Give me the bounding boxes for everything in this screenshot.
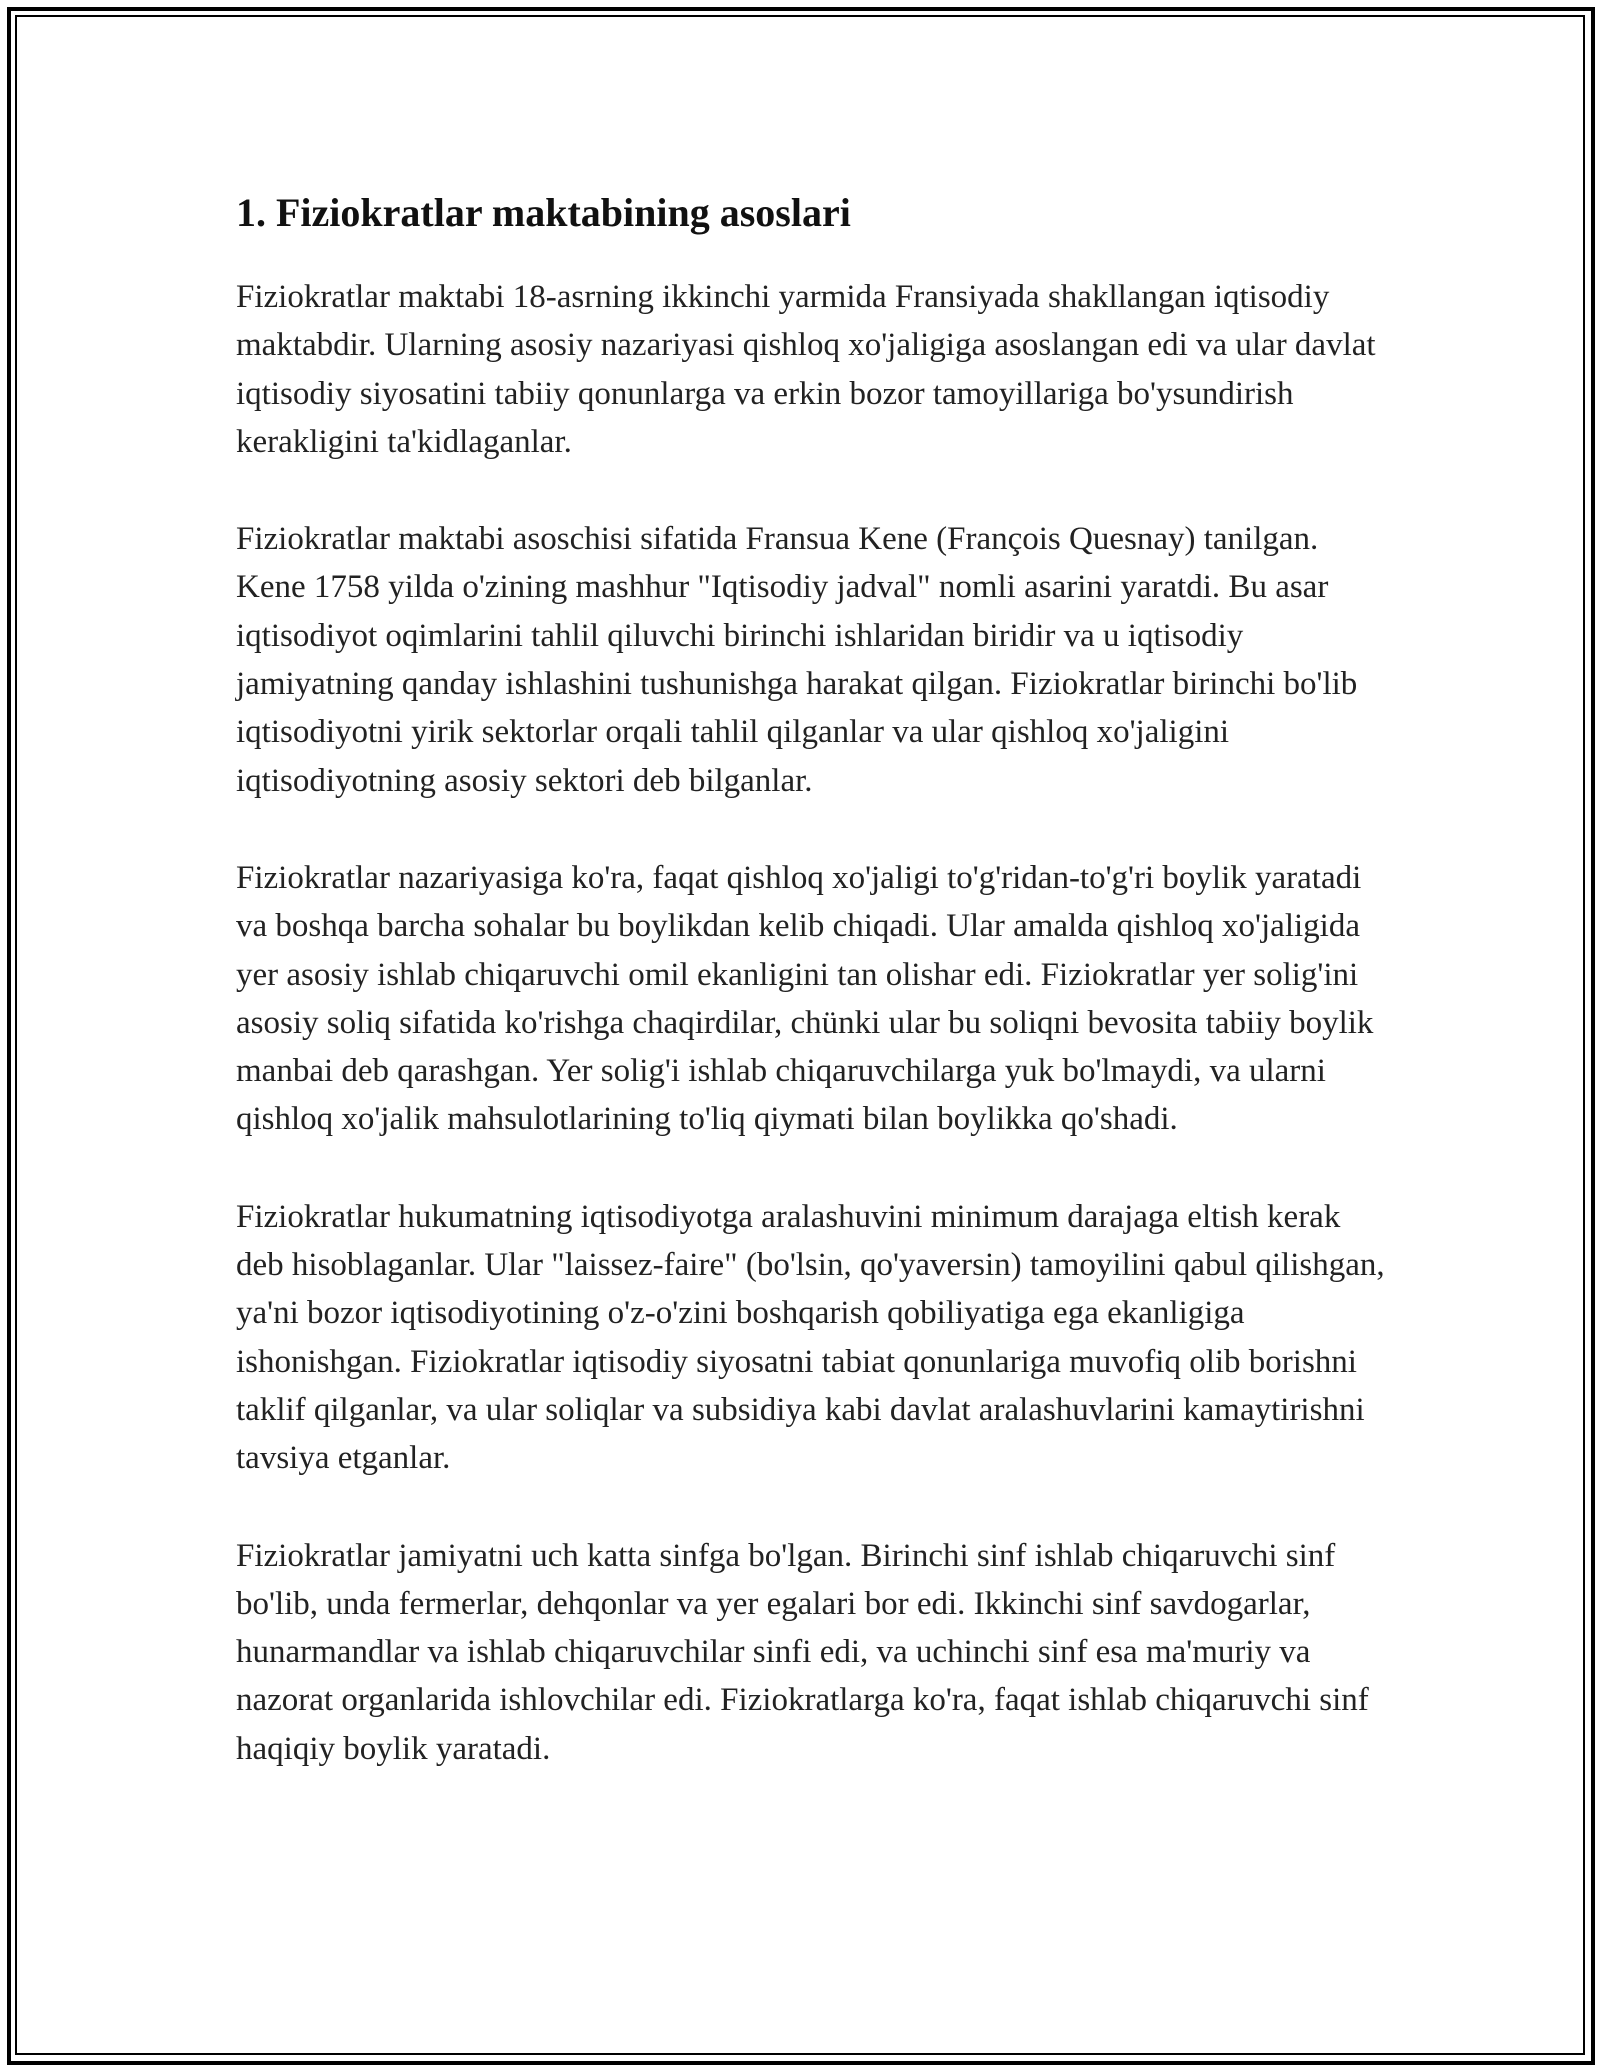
paragraph-classes: Fiziokratlar jamiyatni uch katta sinfga bo'lgan. Birinchi sinf ishlab chiqaruvchi sinf bo'lib, unda fermerlar, dehqonlar va yer egalari bor edi. Ikkinchi sinf savdogarlar, hunarmandlar va ishlab chiqaruvchilar sinfi edi, va uchinchi sinf esa ma'muriy va nazorat organlarida ishlovchilar edi. Fiziokratlarga ko'ra, faqat ishlab chiqaruvchi sinf haqiqiy boylik yaratadi.	[236, 1537, 1369, 1767]
paragraph-laissez-faire: Fiziokratlar hukumatning iqtisodiyotga aralashuvini minimum darajaga eltish kerak deb hisoblaganlar. Ular "laissez-faire" (bo'lsin, qo'yaversin) tamoyilini qabul qilishgan, ya'ni bozor iqtisodiyotining o'z-o'zini boshqarish qobiliyatiga ega ekanligiga ishonishgan. Fiziokratlar iqtisodiy siyosatni tabiat qonunlariga muvofiq olib borishni taklif qilganlar, va ular soliqlar va subsidiya kabi davlat aralashuvlarini kamaytirishni tavsiya etganlar.	[236, 1198, 1385, 1477]
document-body	[236, 182, 1396, 1822]
paragraph-founder: Fiziokratlar maktabi asoschisi sifatida Fransua Kene (François Quesnay) tanilgan. Kene 1758 yilda o'zining mashhur "Iqtisodiy jadval" nomli asarini yaratdi. Bu asar iqtisodiyot oqimlarini tahlil qiluvchi birinchi ishlaridan biridir va u iqtisodiy jamiyatning qanday ishlashini tushunishga harakat qilgan. Fiziokratlar birinchi bo'lib iqtisodiyotni yirik sektorlar orqali tahlil qilganlar va ular qishloq xo'jaligini iqtisodiyotning asosiy sektori deb bilganlar.	[236, 521, 1358, 799]
paragraph-agriculture: Fiziokratlar nazariyasiga ko'ra, faqat qishloq xo'jaligi to'g'ridan-to'g'ri boylik yaratadi va boshqa barcha sohalar bu boylikdan kelib chiqadi. Ular amalda qishloq xo'jaligida yer asosiy ishlab chiqaruvchi omil ekanligini tan olishar edi. Fiziokratlar yer solig'ini asosiy soliq sifatida ko'rishga chaqirdilar, chünki ular bu soliqni bevosita tabiiy boylik manbai deb qarashgan. Yer solig'i ishlab chiqaruvchilarga yuk bo'lmaydi, va ularni qishloq xo'jalik mahsulotlarining to'liq qiymati bilan boylikka qo'shadi.	[236, 859, 1374, 1138]
paragraph-intro: Fiziokratlar maktabi 18-asrning ikkinchi yarmida Fransiyada shakllangan iqtisodiy maktabdir. Ularning asosiy nazariyasi qishloq xo'jaligiga asoslangan edi va ular davlat iqtisodiy siyosatini tabiiy qonunlarga va erkin bozor tamoyillariga bo'ysundirish kerakligini ta'kidlaganlar.	[236, 279, 1376, 460]
section-heading: 1. Fiziokratlar maktabining asoslari	[236, 190, 851, 235]
